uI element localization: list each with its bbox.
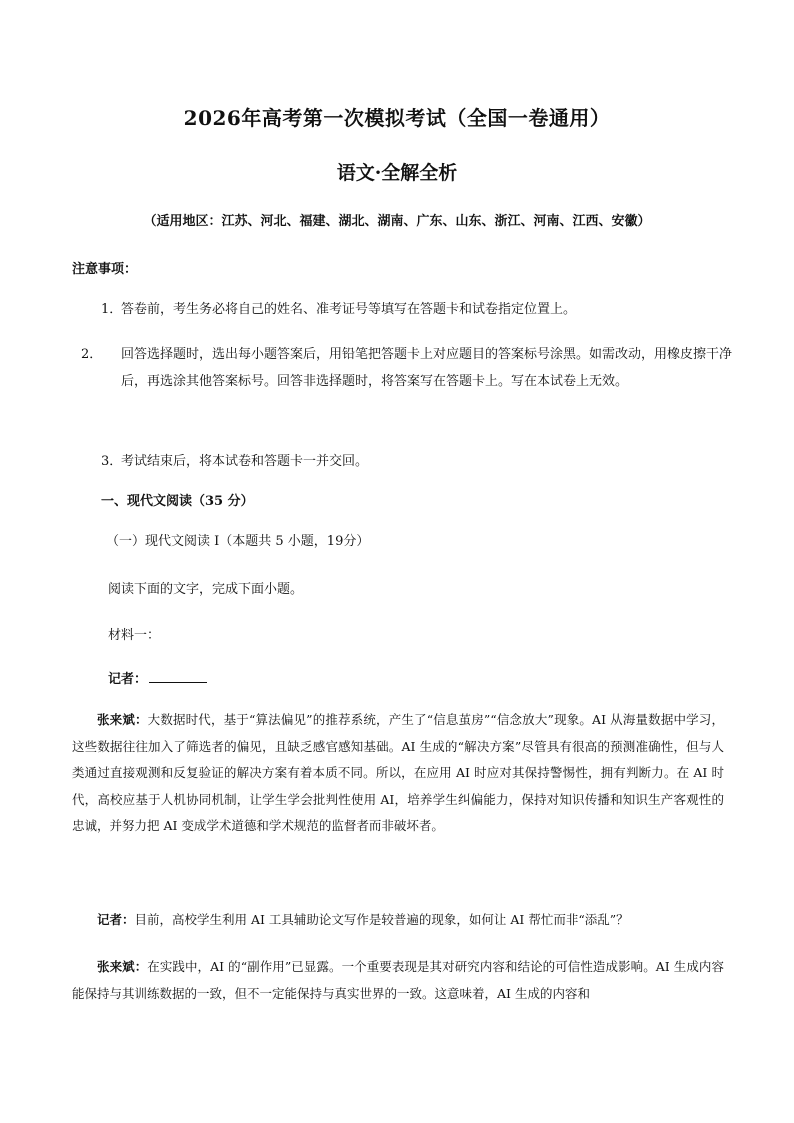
subsection-heading: （一）现代文阅读 I（本题共 5 小题，19分） bbox=[106, 534, 370, 549]
notice-text: 回答选择题时，选出每小题答案后，用铅笔把答题卡上对应题目的答案标号涂黑。如需改动，用橡皮擦干净后，再选涂其他答案标号。回答非选择题时，将答案写在答题卡上。写在本试卷上无效。 bbox=[121, 347, 733, 389]
notice-title: 注意事项： bbox=[72, 262, 138, 277]
section-heading: 一、现代文阅读（35 分） bbox=[101, 494, 254, 509]
notice-item-1 bbox=[101, 296, 741, 323]
notice-number: 3． bbox=[101, 454, 123, 469]
speaker-label: 记者： bbox=[97, 912, 135, 927]
reading-instruction: 阅读下面的文字，完成下面小题。 bbox=[108, 582, 304, 597]
reporter-label: 记者： bbox=[108, 672, 148, 687]
material-label: 材料一： bbox=[108, 628, 161, 643]
notice-number: 1． bbox=[101, 302, 123, 317]
speaker-label: 张来斌： bbox=[97, 712, 148, 727]
paragraph-text: 目前，高校学生利用 AI 工具辅助论文写作是较普遍的现象，如何让 AI 帮忙而非“添乱”？ bbox=[134, 912, 629, 927]
interview-paragraph-1 bbox=[72, 707, 724, 840]
reporter-line bbox=[108, 668, 207, 687]
interview-paragraph-2 bbox=[72, 907, 724, 934]
notice-text: 考试结束后，将本试卷和答题卡一并交回。 bbox=[121, 454, 369, 469]
speaker-label: 张来斌： bbox=[97, 959, 148, 974]
paragraph-text: 大数据时代，基于“算法偏见”的推荐系统，产生了“信息茧房”“信念放大”现象。AI 从海量数据中学习，这些数据往往加入了筛选者的偏见，且缺乏感官感知基础。AI 生成的“解决方案”尽管具有很高的预测准确性，但与人类通过直接观测和反复验证的解决方案有着本质不同。所以，在应用 AI 时应对其保持警惕性，拥有判断力。在 AI 时代，高校应基于人机协同机制，让学生学会批判性使用 AI，培养学生纠偏能力，保持对知识传播和知识生产客观性的忠诚，并努力把 AI 变成学术道德和学术规范的监督者而非破坏者。 bbox=[72, 712, 724, 833]
notice-item-2 bbox=[81, 341, 741, 395]
notice-item-3 bbox=[101, 448, 741, 475]
page-title: 2026年高考第一次模拟考试（全国一卷通用） bbox=[183, 106, 611, 130]
paragraph-text: 在实践中，AI 的“副作用”已显露。一个重要表现是其对研究内容和结论的可信性造成影响。AI 生成内容能保持与其训练数据的一致，但不一定能保持与真实世界的一致。这意味着，AI 生成的内容和 bbox=[72, 959, 724, 1001]
interview-paragraph-3 bbox=[72, 954, 724, 1007]
notice-text: 答卷前，考生务必将自己的姓名、准考证号等填写在答题卡和试卷指定位置上。 bbox=[121, 302, 577, 317]
notice-number: 2． bbox=[81, 347, 103, 362]
applicable-regions: （适用地区：江苏、河北、福建、湖北、湖南、广东、山东、浙江、河南、江西、安徽） bbox=[143, 214, 651, 229]
answer-blank bbox=[149, 670, 207, 683]
page-subtitle: 语文·全解全析 bbox=[336, 162, 458, 184]
